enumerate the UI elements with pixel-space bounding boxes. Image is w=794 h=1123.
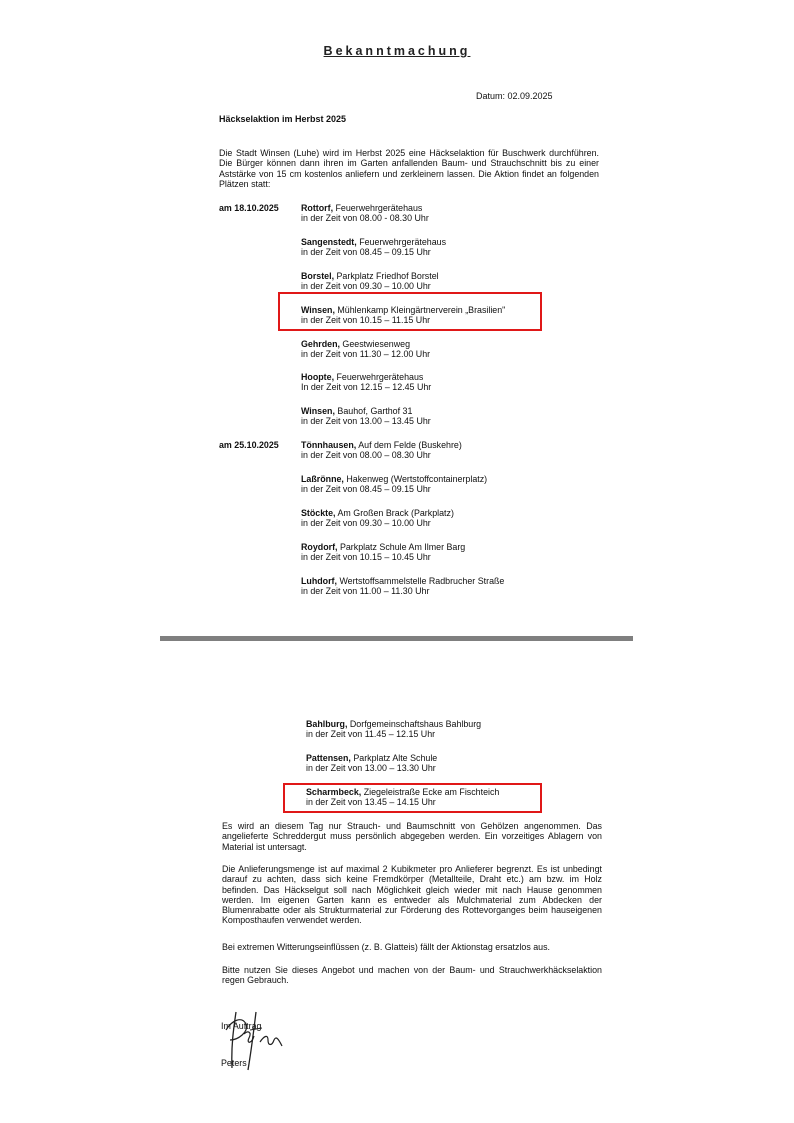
entry-place: Hoopte,: [301, 372, 335, 382]
entry-location: Feuerwehrgerätehaus: [356, 237, 447, 247]
schedule-entry: [301, 203, 429, 223]
entry-place: Winsen,: [301, 305, 335, 315]
entry-place: Pattensen,: [306, 753, 351, 763]
entry-time: in der Zeit von 11.00 – 11.30 Uhr: [301, 586, 430, 597]
handwritten-signature-icon: [222, 1006, 288, 1076]
entry-location: Parkplatz Friedhof Borstel: [334, 271, 439, 281]
schedule-entry-highlighted: [306, 787, 499, 807]
document-date: Datum: 02.09.2025: [476, 91, 553, 101]
schedule-entry: [301, 542, 465, 562]
entry-time: in der Zeit von 08.45 – 09.15 Uhr: [301, 247, 431, 258]
entry-location: Dorfgemeinschaftshaus Bahlburg: [347, 719, 482, 729]
entry-location: Feuerwehrgerätehaus: [333, 203, 423, 213]
schedule-entry: [306, 753, 437, 773]
entry-place: Winsen,: [301, 406, 335, 416]
entry-time: in der Zeit von 13.45 – 14.15 Uhr: [306, 797, 436, 808]
schedule-entry-highlighted: [301, 305, 505, 325]
entry-location: Mühlenkamp Kleingärtnerverein „Brasilien": [334, 305, 506, 315]
schedule-entry: [301, 508, 454, 528]
entry-time: in der Zeit von 13.00 – 13.45 Uhr: [301, 416, 431, 427]
day2-date-label: am 25.10.2025: [219, 440, 279, 450]
entry-place: Scharmbeck,: [306, 787, 362, 797]
entry-place: Luhdorf,: [301, 576, 337, 586]
note-paragraph: Bitte nutzen Sie dieses Angebot und machen von der Baum- und Strauchwerkhäckselaktion regen Gebrauch.: [222, 965, 602, 986]
entry-location: Wertstoffsammelstelle Radbrucher Straße: [336, 576, 505, 586]
document-heading: Bekanntmachung: [323, 44, 471, 58]
signature-name: Peters: [221, 1058, 247, 1068]
note-paragraph: Bei extremen Witterungseinflüssen (z. B. Glatteis) fällt der Aktionstag ersatzlos aus.: [222, 942, 551, 952]
entry-location: Geestwiesenweg: [339, 339, 411, 349]
page-separator: [160, 636, 633, 641]
day1-date-label: am 18.10.2025: [219, 203, 279, 213]
entry-place: Borstel,: [301, 271, 335, 281]
entry-location: Ziegeleistraße Ecke am Fischteich: [361, 787, 500, 797]
document-subject: Häckselaktion im Herbst 2025: [219, 114, 347, 124]
entry-time: in der Zeit von 10.15 – 11.15 Uhr: [301, 315, 431, 326]
entry-location: Hakenweg (Wertstoffcontainerplatz): [343, 474, 488, 484]
entry-location: Am Großen Brack (Parkplatz): [335, 508, 454, 518]
entry-place: Stöckte,: [301, 508, 336, 518]
signature-on-behalf: Im Auftrag: [221, 1021, 262, 1031]
schedule-entry: [301, 237, 446, 257]
entry-time: in der Zeit von 09.30 – 10.00 Uhr: [301, 281, 431, 292]
entry-time: in der Zeit von 08.00 – 08.30 Uhr: [301, 450, 431, 461]
entry-place: Rottorf,: [301, 203, 334, 213]
entry-location: Bauhof, Garthof 31: [334, 406, 413, 416]
schedule-entry: [301, 406, 431, 426]
entry-place: Tönnhausen,: [301, 440, 357, 450]
entry-time: in der Zeit von 11.30 – 12.00 Uhr: [301, 349, 431, 360]
entry-place: Sangenstedt,: [301, 237, 357, 247]
entry-location: Parkplatz Schule Am Ilmer Barg: [337, 542, 466, 552]
intro-paragraph: Die Stadt Winsen (Luhe) wird im Herbst 2025 eine Häckselaktion für Buschwerk durchführen. Die Bürger können dann ihren im Garten anfallenden Baum- und Strauchschnitt bis zu einer Aststärke von 15 cm kostenlos anliefern und zerkleinern lassen. Die Aktion findet an folgenden Plätzen statt:: [219, 148, 599, 189]
schedule-entry: [301, 271, 439, 291]
schedule-entry: [301, 339, 430, 359]
schedule-entry: [301, 440, 462, 460]
note-paragraph: Es wird an diesem Tag nur Strauch- und Baumschnitt von Gehölzen angenommen. Das angelieferte Schreddergut muss persönlich abgegeben werden. Ein vorzeitiges Ablagern von Material ist untersagt.: [222, 821, 602, 852]
schedule-entry: [301, 474, 487, 494]
schedule-entry: [306, 719, 481, 739]
entry-place: Gehrden,: [301, 339, 340, 349]
note-paragraph: Die Anlieferungsmenge ist auf maximal 2 Kubikmeter pro Anlieferer begrenzt. Es ist unbedingt darauf zu achten, dass sich keine Fremdkörper (Metallteile, Draht etc.) am bzw. im Holz befinden. Das Häckselgut soll nach Möglichkeit gleich wieder mit nach Hause genommen werden. Im eigenen Garten kann es entweder als Mulchmaterial zum Abdecken der Blumenrabatte oder als Strukturmaterial zur Förderung des Rottevorganges beim hauseigenen Komposthaufen verwendet werden.: [222, 864, 602, 926]
schedule-entry: [301, 576, 504, 596]
entry-place: Laßrönne,: [301, 474, 344, 484]
entry-time: in der Zeit von 10.15 – 10.45 Uhr: [301, 552, 431, 563]
schedule-entry: [301, 372, 431, 392]
entry-time: in der Zeit von 08.45 – 09.15 Uhr: [301, 484, 431, 495]
entry-time: in der Zeit von 11.45 – 12.15 Uhr: [306, 729, 436, 740]
entry-location: Parkplatz Alte Schule: [350, 753, 438, 763]
entry-time: in der Zeit von 08.00 - 08.30 Uhr: [301, 213, 429, 224]
entry-time: in der Zeit von 09.30 – 10.00 Uhr: [301, 518, 431, 529]
entry-time: in der Zeit von 13.00 – 13.30 Uhr: [306, 763, 436, 774]
entry-place: Roydorf,: [301, 542, 338, 552]
entry-place: Bahlburg,: [306, 719, 348, 729]
entry-time: In der Zeit von 12.15 – 12.45 Uhr: [301, 382, 432, 393]
entry-location: Feuerwehrgerätehaus: [334, 372, 424, 382]
entry-location: Auf dem Felde (Buskehre): [356, 440, 462, 450]
